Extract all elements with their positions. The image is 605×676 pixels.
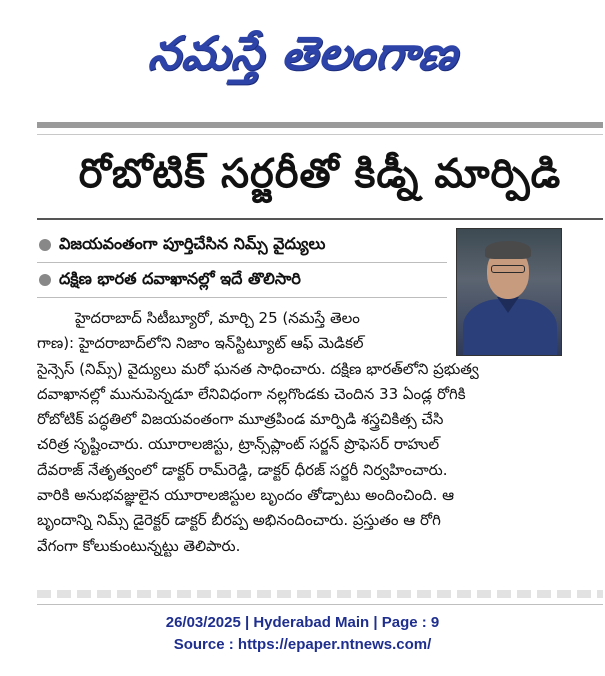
bullet-text: దక్షిణ భారత దవాఖానల్లో ఇదే తొలిసారి bbox=[59, 268, 301, 288]
article-headline: రోబోటిక్ సర్జరీతో కిడ్నీ మార్పిడి bbox=[78, 151, 562, 197]
footer bbox=[0, 612, 605, 656]
photo-hair-shape bbox=[485, 241, 531, 259]
body-line: రోబోటిక్ పద్ధతిలో విజయవంతంగా మూత్రపిండ మార్పిడి శస్త్రచికిత్స చేసి bbox=[37, 410, 444, 429]
body-line: హైదరాబాద్ సిటీబ్యూరో, మార్చి 25 (నమస్తే తెలం bbox=[75, 309, 360, 327]
masthead bbox=[0, 0, 605, 118]
body-line: బృందాన్ని నిమ్స్ డైరెక్టర్ డాక్టర్ బీరప్ప అభినందించారు. ప్రస్తుతం ఆ రోగి bbox=[37, 511, 441, 530]
body-line: గాణ): హైదరాబాద్‌లోని నిజాం ఇన్‌స్టిట్యూట్ ఆఫ్ మెడికల్ bbox=[37, 334, 364, 353]
body-line: వారికి అనుభవజ్ఞులైన యూరాలజిస్టుల బృందం తోడ్పాటు అందించింది. ఆ bbox=[37, 486, 455, 505]
newspaper-logo: నమస్తే తెలంగాణ bbox=[145, 26, 461, 80]
photo-glasses-shape bbox=[491, 265, 525, 273]
bullet-dot-icon bbox=[39, 274, 51, 286]
masthead-divider-thin bbox=[37, 134, 603, 135]
footer-divider bbox=[37, 604, 603, 605]
article-body bbox=[37, 306, 603, 559]
source-link[interactable]: Source : https://epaper.ntnews.com/ bbox=[173, 636, 432, 653]
edition-info: 26/03/2025 | Hyderabad Main | Page : 9 bbox=[165, 614, 440, 631]
body-line: వేగంగా కోలుకుంటున్నట్టు తెలిపారు. bbox=[37, 536, 241, 555]
body-line: దవాఖానల్లో మునుపెన్నడూ లేనివిధంగా నల్లగొండకు చెందిన 33 ఏండ్ల రోగికి bbox=[37, 384, 466, 403]
body-line: సైన్సెస్ (నిమ్స్) వైద్యులు మరో ఘనత సాధించారు. దక్షిణ భారత్‌లోని ప్రభుత్వ bbox=[37, 359, 479, 378]
masthead-divider bbox=[37, 122, 603, 128]
body-line: చరిత్ర సృష్టించారు. యూరాలజిస్టు, ట్రాన్స్‌ప్లాంట్ సర్జన్ ప్రొఫెసర్ రాహుల్ bbox=[37, 435, 440, 454]
bullet-list bbox=[37, 228, 447, 298]
bullet-divider bbox=[37, 297, 447, 298]
body-line: దేవరాజ్ నేతృత్వంలో డాక్టర్ రామ్‌రెడ్డి, డాక్టర్ ధీరజ్ సర్జరీ నిర్వహించారు. bbox=[37, 460, 448, 479]
bullet-item bbox=[37, 228, 447, 262]
headline-divider bbox=[37, 218, 603, 220]
bullet-dot-icon bbox=[39, 239, 51, 251]
bullet-item bbox=[37, 263, 447, 297]
bullet-text: విజయవంతంగా పూర్తిచేసిన నిమ్స్ వైద్యులు bbox=[59, 233, 326, 253]
clipping-cut-edge bbox=[37, 590, 603, 598]
